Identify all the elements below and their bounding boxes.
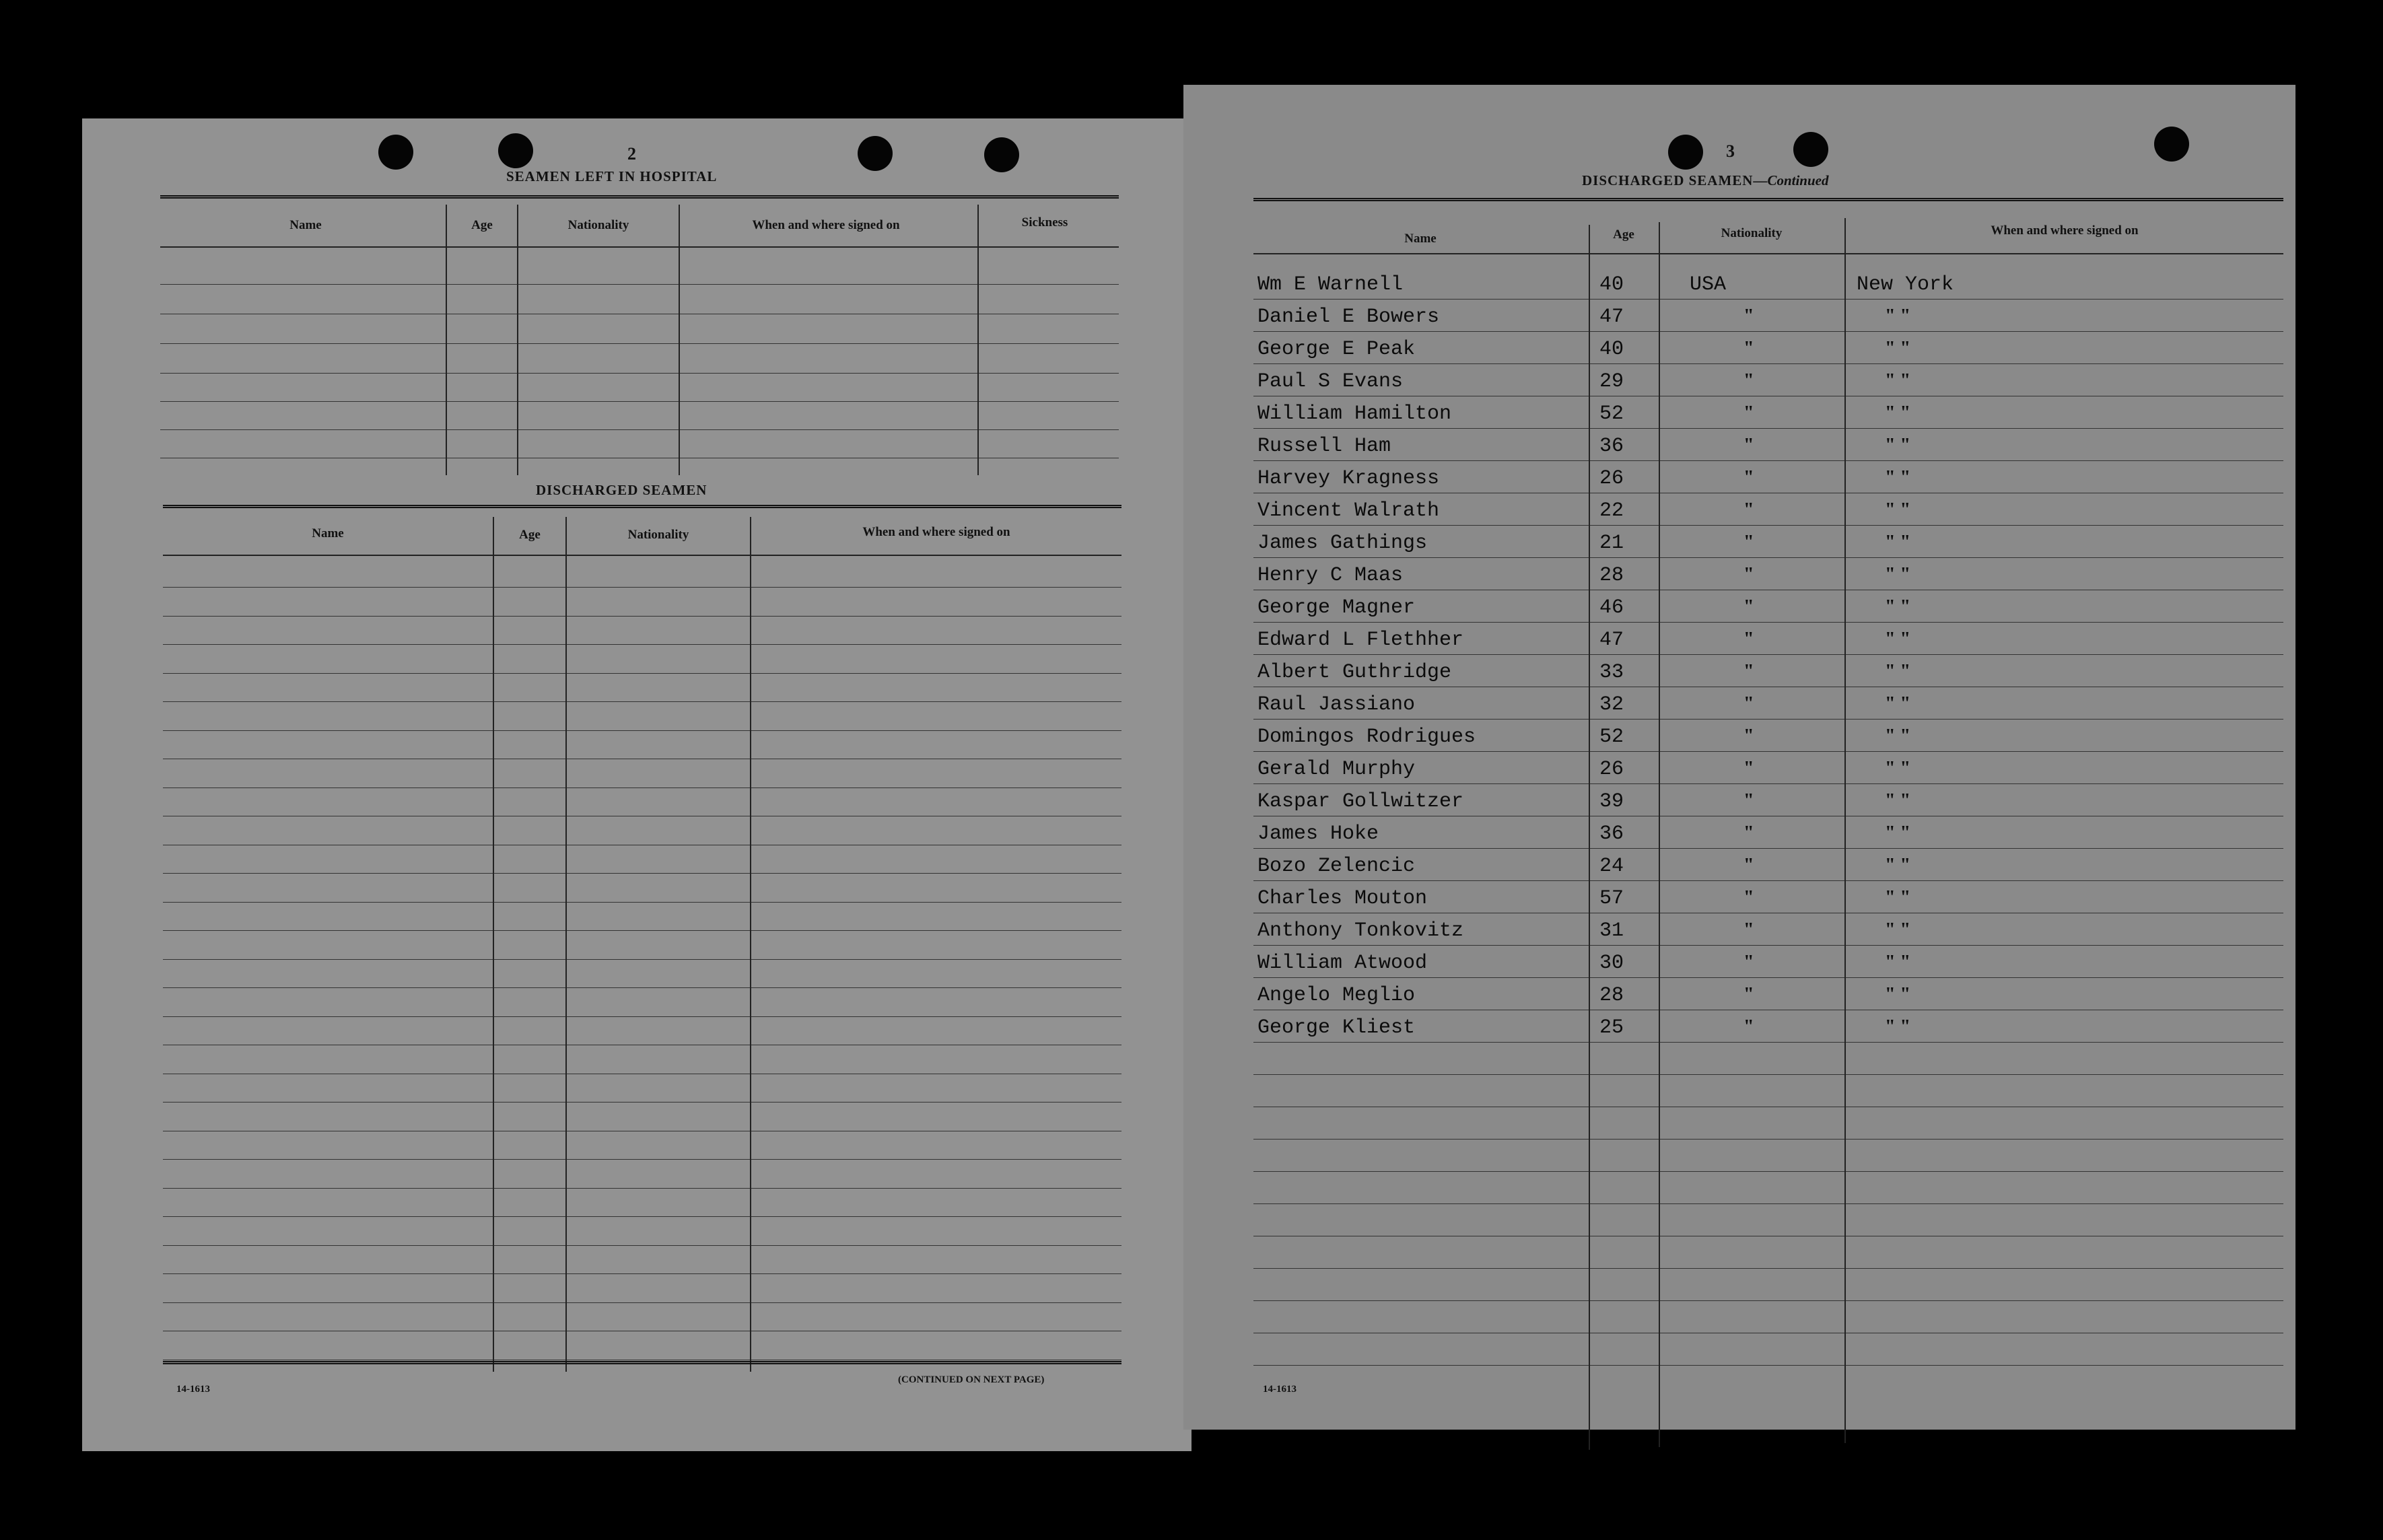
table-rule xyxy=(1253,622,2283,623)
seaman-name: Anthony Tonkovitz xyxy=(1257,919,1464,942)
seaman-age: 32 xyxy=(1599,693,1624,716)
column-header-name: Name xyxy=(1404,232,1437,246)
column-header-name: Name xyxy=(312,526,344,540)
seaman-signed-on: " " xyxy=(1885,661,1911,682)
table-rule xyxy=(1253,848,2283,849)
table-rule xyxy=(1253,977,2283,978)
seaman-signed-on: " " xyxy=(1885,532,1911,553)
seaman-name: Raul Jassiano xyxy=(1257,693,1416,716)
seaman-nationality: " xyxy=(1743,693,1754,714)
seaman-name: Gerald Murphy xyxy=(1257,758,1416,781)
column-header-signed-on: When and where signed on xyxy=(1991,223,2139,238)
table-rule xyxy=(160,373,1119,374)
seaman-signed-on: " " xyxy=(1885,952,1911,973)
seaman-signed-on: " " xyxy=(1885,403,1911,423)
seaman-name: Vincent Walrath xyxy=(1257,499,1440,522)
seaman-signed-on: " " xyxy=(1885,984,1911,1005)
table-rule xyxy=(1253,428,2283,429)
seaman-signed-on: " " xyxy=(1885,1016,1911,1037)
seaman-signed-on: " " xyxy=(1885,693,1911,714)
table-rule xyxy=(163,1302,1121,1303)
seaman-nationality: " xyxy=(1743,596,1754,617)
seaman-signed-on: " " xyxy=(1885,596,1911,617)
punch-hole xyxy=(1668,135,1703,170)
hospital-section-title: SEAMEN LEFT IN HOSPITAL xyxy=(506,168,718,184)
table-rule xyxy=(1253,525,2283,526)
column-header-signed-on: When and where signed on xyxy=(862,525,1010,539)
seaman-signed-on: " " xyxy=(1885,887,1911,908)
table-rule xyxy=(163,505,1121,508)
seaman-nationality: " xyxy=(1743,629,1754,650)
seaman-nationality: USA xyxy=(1690,273,1727,296)
seaman-signed-on: " " xyxy=(1885,790,1911,811)
seaman-nationality: " xyxy=(1743,823,1754,843)
column-divider xyxy=(679,205,680,475)
seaman-nationality: " xyxy=(1743,435,1754,456)
table-rule xyxy=(163,1016,1121,1017)
table-rule xyxy=(1253,198,2283,201)
seaman-signed-on: " " xyxy=(1885,338,1911,359)
table-rule xyxy=(1253,1139,2283,1140)
seaman-age: 40 xyxy=(1599,338,1624,361)
column-divider xyxy=(1844,218,1846,1443)
column-divider xyxy=(1589,225,1590,1450)
column-header-signed-on: When and where signed on xyxy=(752,218,900,232)
table-rule xyxy=(163,1245,1121,1246)
column-header-nationality: Nationality xyxy=(627,528,689,542)
table-rule xyxy=(163,1188,1121,1189)
discharged-section-title: DISCHARGED SEAMEN xyxy=(536,482,707,498)
seaman-age: 28 xyxy=(1599,984,1624,1007)
table-rule xyxy=(163,930,1121,931)
page-number: 2 xyxy=(627,144,636,164)
table-rule xyxy=(163,673,1121,674)
form-number: 14-1613 xyxy=(176,1384,210,1395)
punch-hole xyxy=(498,133,533,168)
table-rule xyxy=(1253,1365,2283,1366)
seaman-signed-on: " " xyxy=(1885,855,1911,876)
seaman-nationality: " xyxy=(1743,403,1754,423)
column-header-age: Age xyxy=(519,528,541,542)
seaman-name: Kaspar Gollwitzer xyxy=(1257,790,1464,813)
column-divider xyxy=(565,517,567,1372)
seaman-nationality: " xyxy=(1743,1016,1754,1037)
seaman-nationality: " xyxy=(1743,661,1754,682)
column-header-age: Age xyxy=(1613,228,1634,242)
seaman-name: Wm E Warnell xyxy=(1257,273,1404,296)
seaman-name: Daniel E Bowers xyxy=(1257,306,1440,328)
table-rule xyxy=(1253,751,2283,752)
discharged-continued-title xyxy=(1582,172,1829,189)
table-rule xyxy=(1253,1171,2283,1172)
column-divider xyxy=(977,205,979,475)
seaman-age: 40 xyxy=(1599,273,1624,296)
seaman-signed-on: " " xyxy=(1885,499,1911,520)
seaman-nationality: " xyxy=(1743,790,1754,811)
left-page xyxy=(82,118,1192,1451)
seaman-age: 29 xyxy=(1599,370,1624,393)
table-rule xyxy=(1253,1300,2283,1301)
seaman-nationality: " xyxy=(1743,338,1754,359)
table-rule xyxy=(1253,945,2283,946)
seaman-signed-on: " " xyxy=(1885,306,1911,326)
seaman-age: 46 xyxy=(1599,596,1624,619)
seaman-name: James Hoke xyxy=(1257,823,1379,845)
table-rule xyxy=(163,902,1121,903)
seaman-nationality: " xyxy=(1743,467,1754,488)
table-rule xyxy=(160,343,1119,344)
seaman-age: 52 xyxy=(1599,403,1624,425)
table-rule xyxy=(1253,1074,2283,1075)
punch-hole xyxy=(378,135,413,170)
seaman-age: 21 xyxy=(1599,532,1624,555)
table-rule xyxy=(1253,654,2283,655)
seaman-signed-on: " " xyxy=(1885,467,1911,488)
seaman-age: 47 xyxy=(1599,306,1624,328)
seaman-name: William Hamilton xyxy=(1257,403,1452,425)
table-rule xyxy=(1253,783,2283,784)
table-rule xyxy=(163,959,1121,960)
seaman-age: 36 xyxy=(1599,435,1624,458)
seaman-age: 24 xyxy=(1599,855,1624,878)
seaman-nationality: " xyxy=(1743,564,1754,585)
seaman-signed-on: " " xyxy=(1885,919,1911,940)
seaman-signed-on: " " xyxy=(1885,370,1911,391)
table-rule xyxy=(1253,719,2283,720)
seaman-name: James Gathings xyxy=(1257,532,1428,555)
seaman-age: 31 xyxy=(1599,919,1624,942)
seaman-nationality: " xyxy=(1743,919,1754,940)
seaman-name: Russell Ham xyxy=(1257,435,1391,458)
seaman-age: 22 xyxy=(1599,499,1624,522)
table-rule xyxy=(163,1216,1121,1217)
table-rule xyxy=(163,587,1121,588)
right-page xyxy=(1183,85,2295,1430)
column-header-nationality: Nationality xyxy=(567,218,629,232)
seaman-name: George Kliest xyxy=(1257,1016,1416,1039)
column-divider xyxy=(1659,222,1660,1447)
table-rule xyxy=(1253,1268,2283,1269)
seaman-name: Bozo Zelencic xyxy=(1257,855,1416,878)
seaman-age: 26 xyxy=(1599,467,1624,490)
seaman-age: 33 xyxy=(1599,661,1624,684)
seaman-signed-on: " " xyxy=(1885,435,1911,456)
seaman-name: George E Peak xyxy=(1257,338,1416,361)
table-rule xyxy=(1253,880,2283,881)
table-rule xyxy=(163,730,1121,731)
seaman-nationality: " xyxy=(1743,306,1754,326)
seaman-name: Paul S Evans xyxy=(1257,370,1404,393)
table-rule xyxy=(163,555,1121,556)
continued-note: (CONTINUED ON NEXT PAGE) xyxy=(898,1374,1045,1385)
seaman-nationality: " xyxy=(1743,758,1754,779)
table-rule xyxy=(163,616,1121,617)
table-rule xyxy=(1253,460,2283,461)
punch-hole xyxy=(2154,127,2189,162)
table-rule xyxy=(1253,557,2283,558)
title-suffix: —Continued xyxy=(1753,172,1829,188)
seaman-name: Harvey Kragness xyxy=(1257,467,1440,490)
title-main: DISCHARGED SEAMEN xyxy=(1582,172,1754,188)
seaman-nationality: " xyxy=(1743,726,1754,746)
table-rule xyxy=(163,1273,1121,1274)
punch-hole xyxy=(984,137,1019,172)
column-divider xyxy=(750,517,751,1372)
seaman-name: Charles Mouton xyxy=(1257,887,1428,910)
table-rule xyxy=(1253,331,2283,332)
table-rule xyxy=(160,284,1119,285)
table-rule xyxy=(160,429,1119,430)
column-header-nationality: Nationality xyxy=(1721,226,1783,240)
seaman-signed-on: " " xyxy=(1885,758,1911,779)
page-number: 3 xyxy=(1726,141,1735,161)
seaman-nationality: " xyxy=(1743,370,1754,391)
seaman-name: Albert Guthridge xyxy=(1257,661,1452,684)
table-rule xyxy=(160,195,1119,199)
seaman-nationality: " xyxy=(1743,855,1754,876)
seaman-nationality: " xyxy=(1743,887,1754,908)
seaman-age: 28 xyxy=(1599,564,1624,587)
seaman-nationality: " xyxy=(1743,952,1754,973)
seaman-signed-on: " " xyxy=(1885,629,1911,650)
seaman-name: George Magner xyxy=(1257,596,1416,619)
seaman-signed-on: " " xyxy=(1885,823,1911,843)
table-rule xyxy=(1253,1203,2283,1204)
seaman-signed-on: " " xyxy=(1885,564,1911,585)
table-rule xyxy=(163,873,1121,874)
form-number: 14-1613 xyxy=(1263,1384,1297,1395)
table-rule xyxy=(1253,299,2283,300)
table-rule xyxy=(163,987,1121,988)
table-rule xyxy=(163,1159,1121,1160)
seaman-age: 57 xyxy=(1599,887,1624,910)
column-divider xyxy=(446,205,447,475)
seaman-nationality: " xyxy=(1743,532,1754,553)
table-rule xyxy=(1253,363,2283,364)
table-rule xyxy=(163,701,1121,702)
seaman-age: 47 xyxy=(1599,629,1624,652)
seaman-signed-on: New York xyxy=(1857,273,1954,296)
punch-hole xyxy=(1793,132,1828,167)
seaman-nationality: " xyxy=(1743,499,1754,520)
column-header-age: Age xyxy=(471,218,493,232)
seaman-age: 26 xyxy=(1599,758,1624,781)
column-header-sickness: Sickness xyxy=(1021,215,1068,230)
table-rule xyxy=(163,644,1121,645)
table-rule xyxy=(1253,1042,2283,1043)
seaman-age: 52 xyxy=(1599,726,1624,748)
table-rule xyxy=(163,1361,1121,1364)
column-header-name: Name xyxy=(289,218,322,232)
seaman-signed-on: " " xyxy=(1885,726,1911,746)
seaman-age: 30 xyxy=(1599,952,1624,975)
seaman-name: William Atwood xyxy=(1257,952,1428,975)
seaman-age: 39 xyxy=(1599,790,1624,813)
table-rule xyxy=(160,401,1119,402)
table-rule xyxy=(160,246,1119,248)
seaman-name: Edward L Flethher xyxy=(1257,629,1464,652)
column-divider xyxy=(517,205,518,475)
seaman-name: Domingos Rodrigues xyxy=(1257,726,1476,748)
seaman-name: Henry C Maas xyxy=(1257,564,1404,587)
column-divider xyxy=(493,517,494,1372)
seaman-age: 25 xyxy=(1599,1016,1624,1039)
seaman-name: Angelo Meglio xyxy=(1257,984,1416,1007)
seaman-nationality: " xyxy=(1743,984,1754,1005)
table-rule xyxy=(1253,253,2283,254)
seaman-age: 36 xyxy=(1599,823,1624,845)
punch-hole xyxy=(858,136,893,171)
